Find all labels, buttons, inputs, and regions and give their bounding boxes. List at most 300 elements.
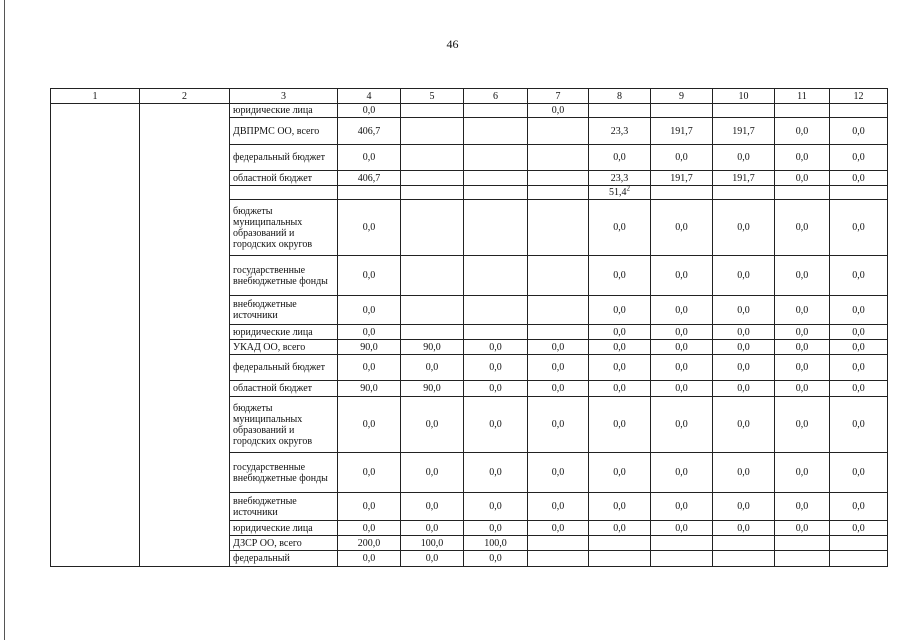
cell-value: 0,0 [795,222,809,233]
value-cell-col-12 [830,200,888,256]
value-cell-col-4 [338,296,401,325]
cell-value: 0,0 [489,522,502,534]
cell-value: 0,0 [795,341,809,353]
cell-value: 191,7 [670,172,693,184]
cell-value: 0,0 [795,304,809,316]
header-cell-col-7: 7 [528,89,589,104]
cell-value: 0,0 [852,326,865,338]
value-cell-col-4 [338,340,401,355]
cell-value: 0,0 [675,341,688,353]
cell-value: 0,0 [795,522,809,534]
row-label: государственные внебюджетные фонды [230,453,338,493]
value-cell-col-10 [713,397,775,453]
header-cell-col-6: 6 [464,89,528,104]
cell-value: 0,0 [551,362,565,373]
value-cell-col-9 [651,397,713,453]
cell-value: 90,0 [423,383,441,394]
value-cell-col-10 [713,493,775,521]
cell-value: 0,0 [675,152,688,163]
value-cell-col-12 [830,104,888,118]
value-cell-col-9 [651,551,713,567]
row-label: ДВПРМС ОО, всего [230,118,338,145]
cell-value: 0,0 [675,501,688,512]
cell-value: 0,0 [551,383,565,394]
value-cell-col-11 [775,453,830,493]
header-cell-col-9: 9 [651,89,713,104]
value-cell-col-12 [830,340,888,355]
row-label: федеральный бюджет [230,145,338,171]
value-cell-col-10 [713,118,775,145]
cell-value: 0,0 [489,553,502,564]
cell-value: 0,0 [613,362,626,373]
cell-value: 0,0 [737,341,750,353]
value-cell-col-5 [401,493,464,521]
cell-value: 0,0 [613,501,626,512]
value-cell-col-6 [464,296,528,325]
value-cell-col-4 [338,453,401,493]
cell-value: 0,0 [852,362,865,373]
value-cell-col-8 [589,325,651,340]
value-cell-col-7 [528,186,589,200]
cell-value: 0,0 [613,304,626,316]
row-label: УКАД ОО, всего [230,340,338,355]
cell-value: 90,0 [360,383,378,394]
header-cell-col-4: 4 [338,89,401,104]
cell-value: 0,0 [675,304,688,316]
header-cell-col-11: 11 [775,89,830,104]
value-cell-col-12 [830,325,888,340]
value-cell-col-8 [589,145,651,171]
value-cell-col-8 [589,453,651,493]
value-cell-col-10 [713,551,775,567]
cell-value: 0,0 [613,341,626,353]
cell-value: 0,0 [737,222,750,233]
value-cell-col-12 [830,256,888,296]
cell-value: 0,0 [795,362,809,373]
value-cell-col-10 [713,104,775,118]
value-cell-col-10 [713,186,775,200]
cell-value: 0,0 [737,522,750,534]
cell-value: 0,0 [852,270,865,281]
value-cell-col-9 [651,521,713,536]
value-cell-col-10 [713,536,775,551]
value-cell-col-8 [589,521,651,536]
cell-value: 0,0 [362,304,376,316]
cell-value: 0,0 [675,326,688,338]
value-cell-col-12 [830,521,888,536]
cell-value: 0,0 [551,419,565,430]
header-cell-col-10: 10 [713,89,775,104]
value-cell-col-5 [401,397,464,453]
value-cell-col-7 [528,551,589,567]
cell-value: 0,0 [489,341,502,353]
row-label: федеральный [230,551,338,567]
value-cell-col-7 [528,381,589,397]
value-cell-col-6 [464,340,528,355]
value-cell-col-12 [830,186,888,200]
value-cell-col-6 [464,171,528,186]
value-cell-col-12 [830,453,888,493]
value-cell-col-6 [464,453,528,493]
value-cell-col-11 [775,355,830,381]
table-row [51,104,888,118]
row-label: бюджеты муниципальных образований и городских округов [230,397,338,453]
cell-value: 0,0 [613,270,626,281]
cell-value: 191,7 [732,125,755,137]
cell-value: 0,0 [362,270,376,281]
cell-value: 0,0 [425,522,439,534]
cell-value: 0,0 [795,383,809,394]
value-cell-col-8 [589,493,651,521]
cell-value: 0,0 [425,362,439,373]
cell-value: 0,0 [795,501,809,512]
value-cell-col-7 [528,145,589,171]
cell-value: 0,0 [852,341,865,353]
cell-value: 0,0 [362,222,376,233]
value-cell-col-8 [589,186,651,200]
cell-value: 0,0 [795,419,809,430]
cell-value: 0,0 [425,501,439,512]
row-label: федеральный бюджет [230,355,338,381]
value-cell-col-7 [528,200,589,256]
value-cell-col-8 [589,118,651,145]
row-label: юридические лица [230,521,338,536]
value-cell-col-7 [528,325,589,340]
value-cell-col-9 [651,104,713,118]
cell-value: 0,0 [675,362,688,373]
value-cell-col-5 [401,145,464,171]
header-cell-col-1: 1 [51,89,140,104]
cell-value: 23,3 [610,125,629,137]
value-cell-col-11 [775,340,830,355]
value-cell-col-11 [775,118,830,145]
cell-value: 0,0 [737,383,750,394]
value-cell-col-5 [401,118,464,145]
value-cell-col-11 [775,493,830,521]
value-cell-col-7 [528,118,589,145]
page-number: 46 [446,37,459,51]
row-label: областной бюджет [230,171,338,186]
value-cell-col-9 [651,145,713,171]
value-cell-col-8 [589,536,651,551]
cell-value: 51,4 [609,187,627,198]
value-cell-col-8 [589,340,651,355]
cell-value: 406,7 [357,125,381,137]
value-cell-col-5 [401,104,464,118]
value-cell-col-11 [775,296,830,325]
cell-value: 0,0 [675,419,688,430]
cell-value: 0,0 [737,304,750,316]
cell-value: 406,7 [357,172,381,184]
value-cell-col-12 [830,118,888,145]
value-cell-col-5 [401,325,464,340]
value-cell-col-5 [401,355,464,381]
value-cell-col-4 [338,325,401,340]
cell-value: 0,0 [489,501,502,512]
cell-value: 0,0 [425,467,439,478]
cell-value: 0,0 [852,172,865,184]
row-label: юридические лица [230,325,338,340]
value-cell-col-10 [713,171,775,186]
value-cell-col-6 [464,104,528,118]
cell-value: 0,0 [613,419,626,430]
value-cell-col-4 [338,186,401,200]
value-cell-col-11 [775,256,830,296]
row-label: ДЗСР ОО, всего [230,536,338,551]
value-cell-col-6 [464,186,528,200]
cell-value: 0,0 [737,362,750,373]
cell-value: 0,0 [795,326,809,338]
value-cell-col-12 [830,493,888,521]
value-cell-col-4 [338,145,401,171]
value-cell-col-11 [775,200,830,256]
cell-value: 0,0 [795,467,809,478]
cell-value: 0,0 [852,522,865,534]
value-cell-col-5 [401,551,464,567]
cell-value: 100,0 [420,537,444,549]
cell-value: 0,0 [737,501,750,512]
value-cell-col-4 [338,397,401,453]
value-cell-col-11 [775,171,830,186]
value-cell-col-9 [651,493,713,521]
value-cell-col-9 [651,355,713,381]
cell-value: 0,0 [852,304,865,316]
footnote-marker: 2 [626,185,630,193]
value-cell-col-10 [713,256,775,296]
value-cell-col-10 [713,381,775,397]
value-cell-col-9 [651,186,713,200]
cell-value: 0,0 [737,467,750,478]
value-cell-col-6 [464,397,528,453]
value-cell-col-9 [651,296,713,325]
value-cell-col-4 [338,256,401,296]
cell-value: 0,0 [362,362,376,373]
value-cell-col-12 [830,171,888,186]
cell-value: 0,0 [551,522,565,534]
cell-value: 0,0 [362,467,376,478]
cell-value: 0,0 [613,522,626,534]
value-cell-col-8 [589,104,651,118]
cell-value: 0,0 [613,152,626,163]
merged-cell-col-2 [140,104,230,567]
header-cell-col-5: 5 [401,89,464,104]
value-cell-col-10 [713,355,775,381]
value-cell-col-8 [589,296,651,325]
cell-value: 0,0 [675,467,688,478]
cell-value: 0,0 [425,553,439,564]
value-cell-col-6 [464,256,528,296]
value-cell-col-5 [401,521,464,536]
merged-cell-col-1 [51,104,140,567]
value-cell-col-7 [528,256,589,296]
cell-value: 191,7 [670,125,693,137]
value-cell-col-10 [713,296,775,325]
value-cell-col-8 [589,551,651,567]
cell-value: 191,7 [732,172,755,184]
row-label [230,186,338,200]
cell-value: 0,0 [852,419,865,430]
value-cell-col-5 [401,200,464,256]
cell-value: 0,0 [362,553,376,564]
value-cell-col-7 [528,296,589,325]
cell-value: 90,0 [360,341,378,353]
value-cell-col-10 [713,340,775,355]
header-cell-col-2: 2 [140,89,230,104]
value-cell-col-9 [651,171,713,186]
value-cell-col-10 [713,145,775,171]
cell-value: 0,0 [795,125,809,137]
cell-value: 0,0 [675,222,688,233]
value-cell-col-9 [651,536,713,551]
value-cell-col-6 [464,521,528,536]
value-cell-col-11 [775,536,830,551]
value-cell-col-11 [775,521,830,536]
value-cell-col-6 [464,551,528,567]
value-cell-col-9 [651,200,713,256]
cell-value: 0,0 [852,125,865,137]
value-cell-col-6 [464,325,528,340]
row-label: областной бюджет [230,381,338,397]
value-cell-col-8 [589,256,651,296]
value-cell-col-7 [528,493,589,521]
cell-value: 0,0 [362,522,376,534]
value-cell-col-12 [830,381,888,397]
row-label: бюджеты муниципальных образований и городских округов [230,200,338,256]
cell-value: 0,0 [852,222,865,233]
value-cell-col-8 [589,355,651,381]
cell-value: 0,0 [675,383,688,394]
value-cell-col-5 [401,536,464,551]
value-cell-col-12 [830,536,888,551]
cell-value: 0,0 [737,419,750,430]
value-cell-col-11 [775,104,830,118]
value-cell-col-8 [589,171,651,186]
value-cell-col-4 [338,200,401,256]
cell-value: 0,0 [737,326,750,338]
cell-value: 0,0 [737,270,750,281]
value-cell-col-5 [401,381,464,397]
value-cell-col-4 [338,493,401,521]
value-cell-col-9 [651,381,713,397]
cell-value: 0,0 [737,152,750,163]
value-cell-col-4 [338,118,401,145]
cell-value: 0,0 [613,467,626,478]
cell-value: 0,0 [489,467,502,478]
value-cell-col-9 [651,118,713,145]
cell-value: 0,0 [852,152,865,163]
value-cell-col-12 [830,397,888,453]
value-cell-col-5 [401,186,464,200]
header-cell-col-3: 3 [230,89,338,104]
value-cell-col-12 [830,551,888,567]
cell-value: 0,0 [675,270,688,281]
value-cell-col-5 [401,453,464,493]
value-cell-col-9 [651,325,713,340]
header-cell-col-8: 8 [589,89,651,104]
cell-value: 23,3 [610,172,629,184]
row-label: государственные внебюджетные фонды [230,256,338,296]
cell-value: 0,0 [425,419,439,430]
cell-value: 0,0 [795,172,809,184]
header-row [51,89,888,104]
value-cell-col-5 [401,171,464,186]
cell-value: 0,0 [795,152,809,163]
cell-value: 0,0 [613,222,626,233]
cell-value: 0,0 [852,467,865,478]
value-cell-col-10 [713,521,775,536]
cell-value: 0,0 [551,501,565,512]
cell-value: 0,0 [362,152,376,163]
value-cell-col-6 [464,118,528,145]
cell-value: 0,0 [852,501,865,512]
cell-value: 0,0 [362,326,376,338]
value-cell-col-9 [651,453,713,493]
value-cell-col-6 [464,145,528,171]
value-cell-col-4 [338,381,401,397]
value-cell-col-5 [401,340,464,355]
cell-value: 0,0 [852,383,865,394]
cell-value: 0,0 [489,419,502,430]
value-cell-col-7 [528,104,589,118]
value-cell-col-7 [528,340,589,355]
value-cell-col-10 [713,325,775,340]
cell-value: 0,0 [362,501,376,512]
budget-table [50,88,888,567]
value-cell-col-7 [528,536,589,551]
header-cell-col-12: 12 [830,89,888,104]
cell-value: 0,0 [489,362,502,373]
cell-value: 0,0 [613,326,626,338]
value-cell-col-12 [830,355,888,381]
value-cell-col-12 [830,296,888,325]
value-cell-col-5 [401,256,464,296]
cell-value: 100,0 [484,537,507,549]
value-cell-col-7 [528,397,589,453]
cell-value: 0,0 [551,341,565,353]
cell-value: 0,0 [362,105,376,116]
value-cell-col-7 [528,171,589,186]
cell-value: 90,0 [423,341,441,353]
cell-value: 200,0 [357,537,381,549]
value-cell-col-7 [528,453,589,493]
value-cell-col-6 [464,536,528,551]
value-cell-col-9 [651,256,713,296]
cell-value: 0,0 [551,467,565,478]
value-cell-col-4 [338,104,401,118]
value-cell-col-11 [775,381,830,397]
value-cell-col-8 [589,397,651,453]
value-cell-col-11 [775,551,830,567]
value-cell-col-6 [464,381,528,397]
value-cell-col-11 [775,397,830,453]
cell-value: 0,0 [675,522,688,534]
value-cell-col-4 [338,551,401,567]
value-cell-col-4 [338,521,401,536]
value-cell-col-5 [401,296,464,325]
cell-value: 0,0 [551,105,565,116]
value-cell-col-11 [775,145,830,171]
value-cell-col-12 [830,145,888,171]
value-cell-col-8 [589,200,651,256]
value-cell-col-7 [528,521,589,536]
value-cell-col-11 [775,325,830,340]
row-label: внебюджетные источники [230,493,338,521]
value-cell-col-4 [338,171,401,186]
value-cell-col-6 [464,493,528,521]
value-cell-col-6 [464,355,528,381]
value-cell-col-10 [713,453,775,493]
value-cell-col-4 [338,355,401,381]
